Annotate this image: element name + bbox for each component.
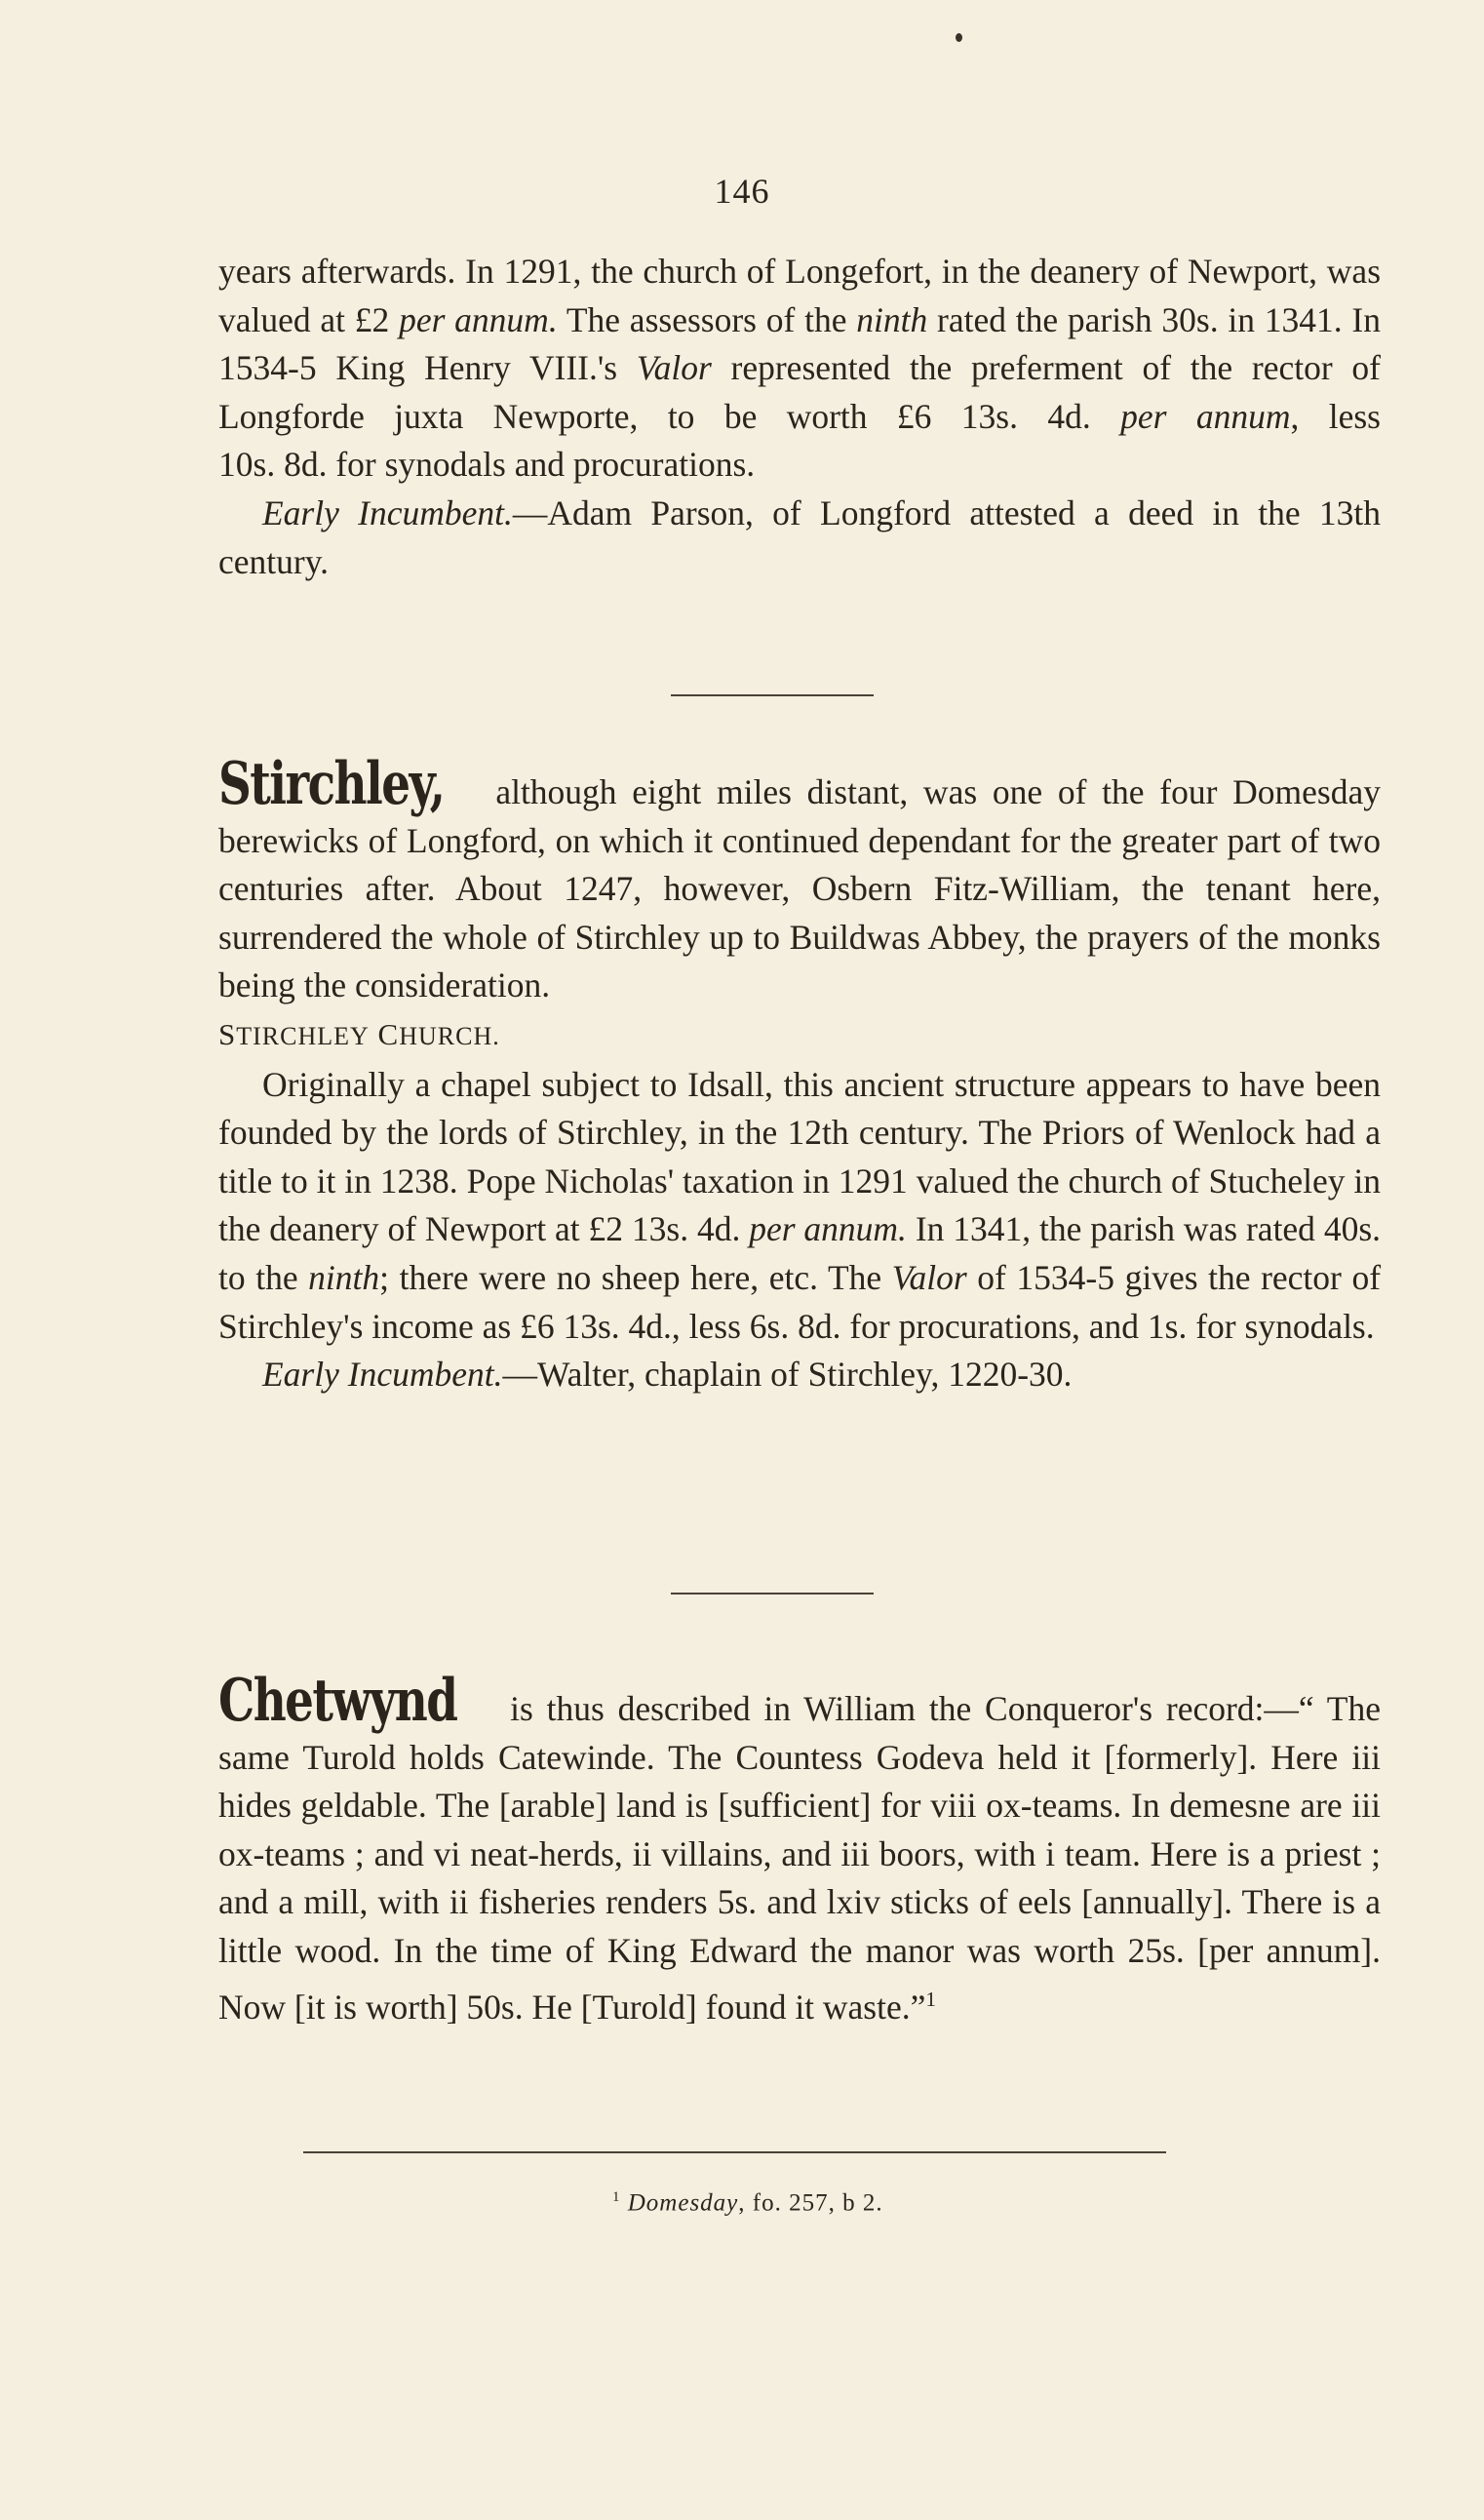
ink-speck <box>956 33 962 42</box>
footnote-divider <box>303 2151 1166 2153</box>
footnote-reference-text: , fo. 257, b 2. <box>738 2189 883 2217</box>
footnote-mark: 1 <box>612 2189 621 2205</box>
page-number: 146 <box>714 172 770 211</box>
stirchley-church-heading: STIRCHLEY CHURCH. <box>218 1016 500 1051</box>
chetwynd-initial: Chetwynd <box>218 1667 457 1735</box>
section-divider <box>671 1593 874 1595</box>
longford-incumbent: Early Incumbent.—Adam Parson, of Longford attested a deed in the 13th century. <box>218 492 1381 581</box>
footnote-source: Domesday <box>627 2189 739 2217</box>
longford-paragraph: years afterwards. In 1291, the church of Longefort, in the deanery of Newport, was valued at £2 per annum. The assessors of the ninth rated the parish 30s. in 1341. In 1534-5 King Henry VIII.'s Valor represented the preferment of the rector of Longforde juxta Newporte, to be worth £6 13s. 4d. per annum, less <box>218 252 1382 436</box>
stirchley-initial: Stirchley, <box>218 750 445 818</box>
stirchley-incumbent: Early Incumbent.—Walter, chaplain of Stirchley, 1220-30. <box>262 1355 1073 1395</box>
longford-last-line: 10s. 8d. for synodals and procurations. <box>218 445 756 485</box>
chetwynd-section <box>218 1667 1381 2031</box>
longford-section <box>218 248 1381 586</box>
footnote <box>612 2189 883 2217</box>
section-divider <box>671 694 874 696</box>
stirchley-church-paragraph: Originally a chapel subject to Idsall, this ancient structure appears to have been founded by the lords of Stirchley, in the 12th century. The Priors of Wenlock had a title to it in 1238. Pope Nicholas' taxation in 1291 valued the church of Stucheley in the deanery of Newport at £2 13s. 4d. per annum. In 1341, the parish was rated 40s. to the ninth; there were no sheep here, etc. The Valor of 1534-5 gives the rector of Stirchley's income as £6 13s. 4d., less 6s. 8d. for procurations, and 1s. for synodals. <box>218 1064 1382 1346</box>
stirchley-section <box>218 750 1382 1399</box>
chetwynd-paragraph: Chetwynd is thus described in William the Conqueror's record:—“ The same Turold holds Catewinde. The Countess Godeva held it [formerly]. Here iii hides geldable. The [arable] land is [sufficient] for viii ox-teams. In demesne are iii ox-teams ; and vi neat-herds, ii villains, and iii boors, with i team. Here is a priest ; and a mill, with ii fisheries renders 5s. and lxiv sticks of eels [annually]. There is a little wood. In the time of King Edward the manor was worth 25s. [per annum]. Now [it is worth] 50s. He [Turold] found it waste.”$^1$ <box>218 1667 1381 2027</box>
stirchley-intro: Stirchley, although eight miles distant, was one of the four Domesday berewicks of Longford, on which it continued dependant for the greater part of two centuries after. About 1247, however, Osbern Fitz-William, the tenant here, surrendered the whole of Stirchley up to Buildwas Abbey, the prayers of the monks being the consideration. <box>218 750 1381 1005</box>
footnote-reference: 1 <box>925 1987 937 2011</box>
